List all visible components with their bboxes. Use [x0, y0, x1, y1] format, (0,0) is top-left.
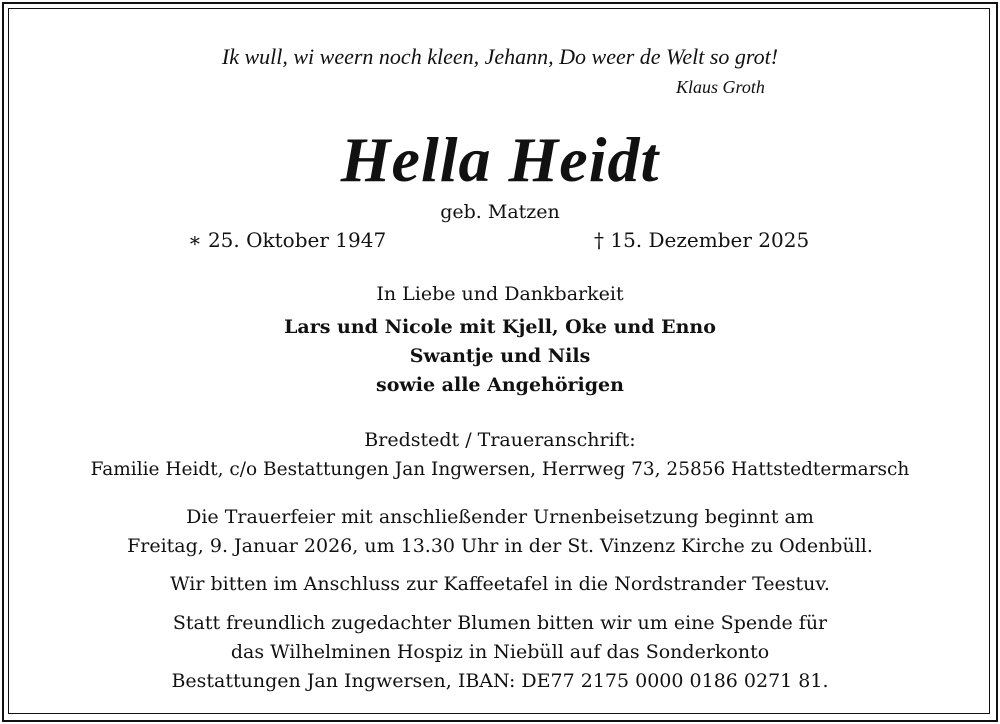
- donation-line: das Wilhelminen Hospiz in Niebüll auf das Sonderkonto: [230, 641, 770, 663]
- deceased-name: Hella Heidt: [340, 124, 660, 195]
- mourner-line: Lars und Nicole mit Kjell, Oke und Enno: [284, 316, 716, 338]
- address-line: Familie Heidt, c/o Bestattungen Jan Ingwersen, Herrweg 73, 25856 Hattstedtermarsch: [90, 459, 910, 480]
- mourner-line: Swantje und Nils: [409, 345, 591, 367]
- mourners-intro: In Liebe und Dankbarkeit: [376, 283, 624, 305]
- donation-line: Bestattungen Jan Ingwersen, IBAN: DE77 2175 0000 0186 0271 81.: [171, 670, 829, 692]
- quote-author: Klaus Groth: [676, 77, 765, 97]
- donation-line: Statt freundlich zugedachter Blumen bitten wir um eine Spende für: [172, 612, 828, 634]
- death-date: † 15. Dezember 2025: [594, 228, 810, 252]
- quote: Ik wull, wi weern noch kleen, Jehann, Do weer de Welt so grot!: [221, 44, 779, 69]
- ceremony-line: Die Trauerfeier mit anschließender Urnenbeisetzung beginnt am: [186, 506, 814, 528]
- mourner-line: sowie alle Angehörigen: [376, 374, 624, 396]
- reception-line: Wir bitten im Anschluss zur Kaffeetafel in die Nordstrander Teestuv.: [170, 573, 830, 595]
- ceremony-line: Freitag, 9. Januar 2026, um 13.30 Uhr in der St. Vinzenz Kirche zu Odenbüll.: [127, 535, 873, 557]
- maiden-name: geb. Matzen: [440, 201, 560, 223]
- address-label: Bredstedt / Traueranschrift:: [364, 429, 636, 451]
- birth-date: ∗ 25. Oktober 1947: [188, 228, 387, 252]
